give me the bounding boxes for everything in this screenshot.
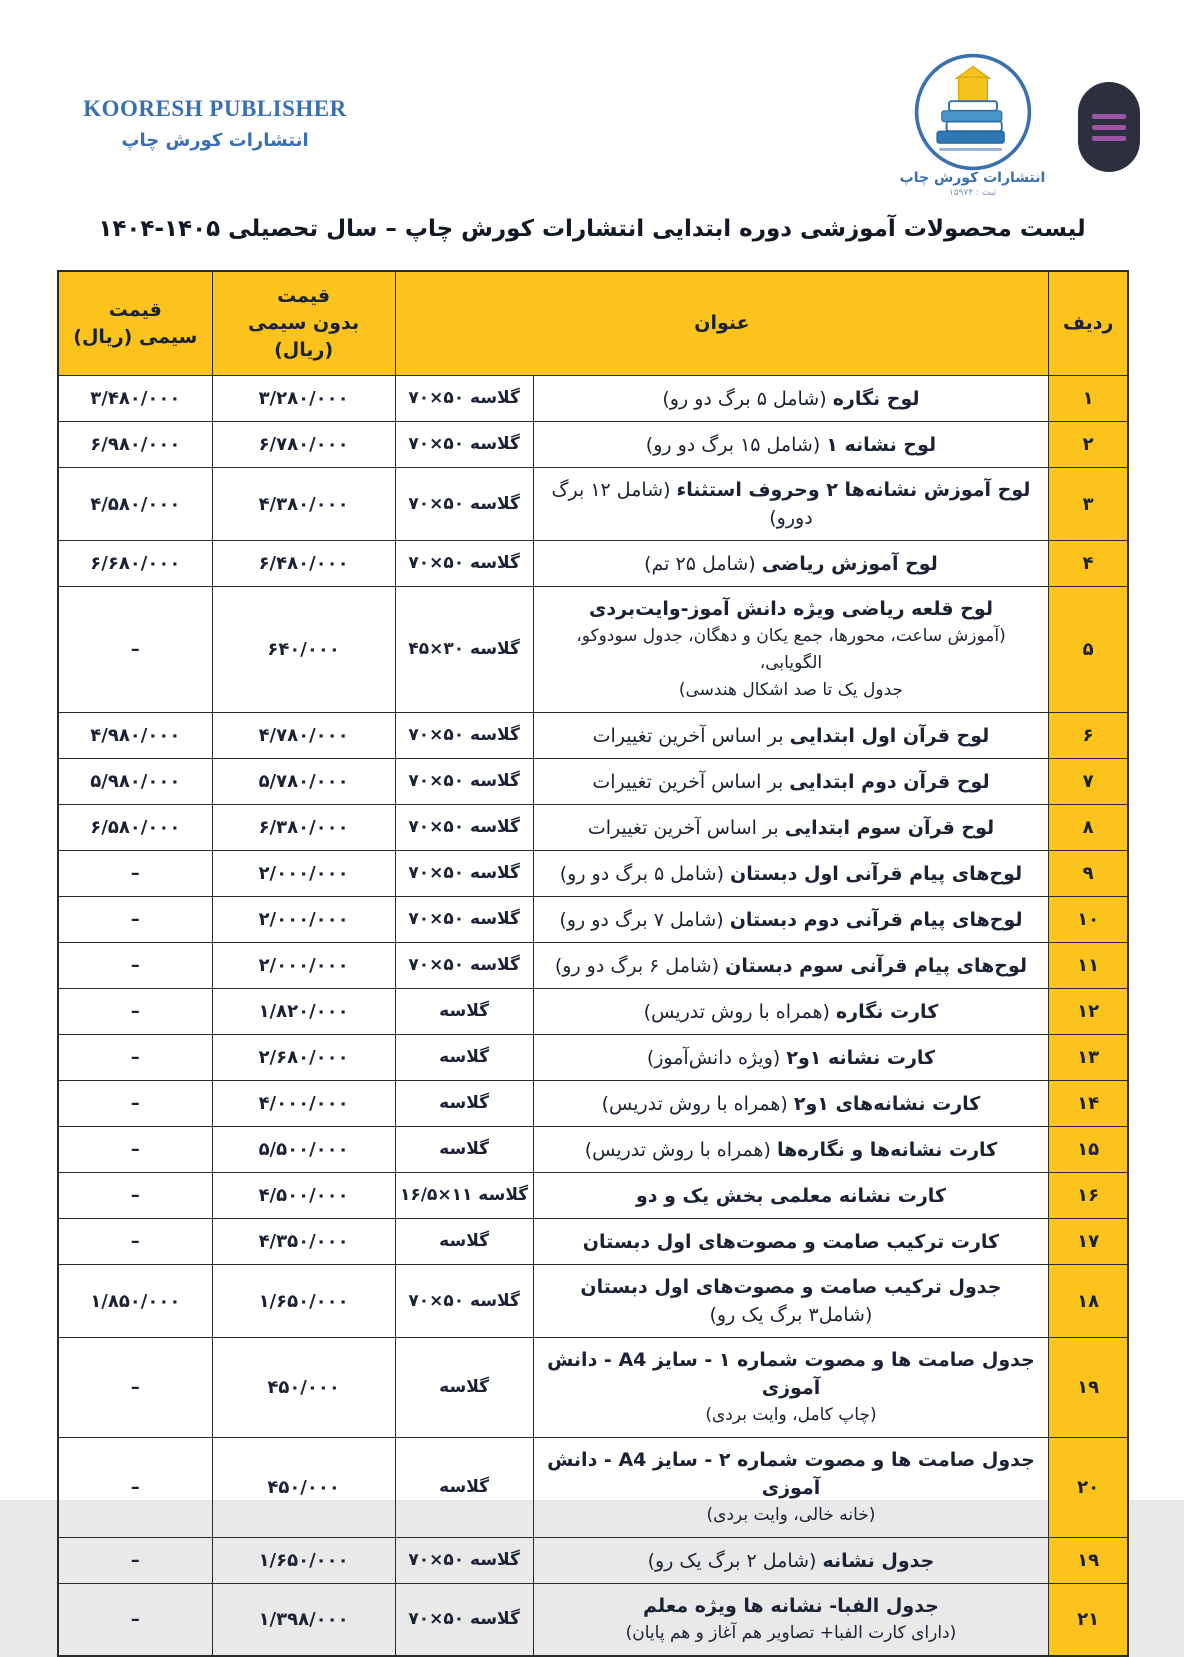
price-bound-cell: ۶/۵۸۰/۰۰۰	[58, 805, 212, 851]
row-number-cell: ۱۲	[1049, 989, 1128, 1035]
paper-size-cell: گلاسه	[395, 1438, 533, 1538]
product-price-table	[57, 270, 1129, 1657]
product-title: لوح قرآن سوم ابتدایی	[784, 816, 995, 839]
price-unbound-cell: ۲/۰۰۰/۰۰۰	[212, 897, 395, 943]
row-number-cell: ۲۱	[1049, 1584, 1128, 1657]
product-title-line	[546, 595, 1037, 623]
price-bound-cell: –	[58, 1538, 212, 1584]
product-title-cell	[533, 805, 1049, 851]
row-number-cell: ۸	[1049, 805, 1128, 851]
paper-size-cell: گلاسه	[395, 1219, 533, 1265]
logo-emblem-icon	[913, 52, 1033, 172]
product-title: جدول صامت ها و مصوت شماره ۲ - سایز A4 - دانش آموزی	[547, 1449, 1035, 1499]
product-title-cell	[533, 759, 1049, 805]
price-bound-cell: –	[58, 943, 212, 989]
row-number-cell: ۱۵	[1049, 1127, 1128, 1173]
price-bound-cell: –	[58, 1338, 212, 1438]
table-header-row	[58, 271, 1128, 376]
table-row	[58, 943, 1128, 989]
product-title-cell	[533, 1538, 1049, 1584]
product-title: لوح قلعه ریاضی ویژه دانش آموز-وایت‌بردی	[588, 598, 993, 620]
product-title-note: (شامل ۱۵ برگ دو رو)	[645, 433, 827, 456]
price-bound-cell: –	[58, 1127, 212, 1173]
product-title-line	[546, 952, 1037, 980]
price-bound-cell: ۵/۹۸۰/۰۰۰	[58, 759, 212, 805]
row-number-cell: ۱۳	[1049, 1035, 1128, 1081]
header-price-unbound	[212, 271, 395, 376]
product-title: کارت نشانه معلمی بخش یک و دو	[635, 1184, 946, 1207]
header-price-bound-line1: قیمت	[108, 298, 162, 321]
product-title-cell	[533, 587, 1049, 713]
header-price-bound-line2: سیمی (ریال)	[73, 325, 198, 348]
paper-size-cell: گلاسه	[395, 1338, 533, 1438]
menu-button[interactable]	[1078, 82, 1140, 172]
product-title-cell	[533, 1173, 1049, 1219]
paper-size-cell: گلاسه	[395, 989, 533, 1035]
product-title-subline: (آموزش ساعت، محورها، جمع یکان و دهگان، جدول سودوکو، الگویابی،	[576, 626, 1006, 673]
product-title-line	[546, 722, 1037, 750]
product-title-line	[546, 1044, 1037, 1072]
row-number-cell: ۱۸	[1049, 1265, 1128, 1338]
price-bound-cell: –	[58, 1584, 212, 1657]
table-row	[58, 805, 1128, 851]
paper-size-cell: گلاسه ۱۱×۱۶/۵	[395, 1173, 533, 1219]
product-title: جدول صامت ها و مصوت شماره ۱ - سایز A4 - دانش آموزی	[547, 1349, 1035, 1399]
product-title-cell	[533, 541, 1049, 587]
paper-size-cell: گلاسه ۵۰×۷۰	[395, 897, 533, 943]
header-row-number: ردیف	[1049, 271, 1128, 376]
price-bound-cell: ۶/۹۸۰/۰۰۰	[58, 422, 212, 468]
row-number-cell: ۱۷	[1049, 1219, 1128, 1265]
price-unbound-cell: ۶/۴۸۰/۰۰۰	[212, 541, 395, 587]
price-bound-cell: –	[58, 851, 212, 897]
hamburger-icon	[1092, 125, 1126, 130]
paper-size-cell: گلاسه ۵۰×۷۰	[395, 851, 533, 897]
price-bound-cell: –	[58, 1081, 212, 1127]
product-title: لوح نشانه ۱	[826, 433, 937, 456]
paper-size-cell: گلاسه	[395, 1081, 533, 1127]
header-price-unbound-line2: بدون سیمی (ریال)	[248, 312, 360, 361]
table-row	[58, 1219, 1128, 1265]
product-title-note: بر اساس آخرین تغییرات	[592, 724, 790, 747]
product-title: جدول ترکیب صامت و مصوت‌های اول دبستان	[580, 1276, 1002, 1298]
product-title-line	[546, 860, 1037, 888]
table-row	[58, 1035, 1128, 1081]
product-title-line	[546, 1228, 1037, 1256]
product-title-note: (همراه با روش تدریس)	[643, 1000, 836, 1023]
table-row	[58, 468, 1128, 541]
price-unbound-cell: ۳/۲۸۰/۰۰۰	[212, 376, 395, 422]
price-bound-cell: –	[58, 897, 212, 943]
product-title-note: (همراه با روش تدریس)	[601, 1092, 794, 1115]
price-bound-cell: –	[58, 1438, 212, 1538]
product-title: لوح قرآن دوم ابتدایی	[789, 770, 990, 793]
price-unbound-cell: ۶/۷۸۰/۰۰۰	[212, 422, 395, 468]
table-row	[58, 989, 1128, 1035]
row-number-cell: ۱۴	[1049, 1081, 1128, 1127]
price-unbound-cell: ۴/۵۰۰/۰۰۰	[212, 1173, 395, 1219]
product-title-subline: جدول یک تا صد اشکال هندسی)	[678, 680, 904, 700]
price-unbound-cell: ۴/۷۸۰/۰۰۰	[212, 713, 395, 759]
price-unbound-cell: ۶/۳۸۰/۰۰۰	[212, 805, 395, 851]
table-row	[58, 1584, 1128, 1657]
table-row	[58, 1081, 1128, 1127]
product-title-line	[546, 1182, 1037, 1210]
product-title-note: (شامل ۵ برگ دو رو)	[559, 862, 731, 885]
price-bound-cell: –	[58, 989, 212, 1035]
product-title-cell	[533, 1584, 1049, 1657]
product-title-subline: (دارای کارت الفبا+ تصاویر هم آغاز و هم پایان)	[625, 1623, 957, 1643]
product-title-note: (شامل ۵ برگ دو رو)	[662, 387, 833, 410]
price-bound-cell: ۴/۵۸۰/۰۰۰	[58, 468, 212, 541]
product-title-note: (شامل ۱۲ برگ دورو)	[551, 479, 813, 529]
product-title-note: (ویژه دانش‌آموز)	[646, 1046, 787, 1069]
product-title-line	[546, 1346, 1037, 1402]
price-unbound-cell: ۵/۵۰۰/۰۰۰	[212, 1127, 395, 1173]
price-unbound-cell: ۲/۶۸۰/۰۰۰	[212, 1035, 395, 1081]
product-title-line	[546, 1090, 1037, 1118]
product-title-line	[546, 1547, 1037, 1575]
product-title-cell	[533, 1127, 1049, 1173]
row-number-cell: ۵	[1049, 587, 1128, 713]
product-title-note: بر اساس آخرین تغییرات	[587, 816, 785, 839]
logo-caption: انتشارات کورش چاپ	[899, 170, 1046, 186]
table-row	[58, 713, 1128, 759]
product-title-note: (شامل ۷ برگ دو رو)	[559, 908, 730, 931]
price-unbound-cell: ۴/۳۵۰/۰۰۰	[212, 1219, 395, 1265]
product-title-cell	[533, 1438, 1049, 1538]
row-number-cell: ۱	[1049, 376, 1128, 422]
product-title-cell	[533, 989, 1049, 1035]
table-row	[58, 1338, 1128, 1438]
price-unbound-cell: ۴/۰۰۰/۰۰۰	[212, 1081, 395, 1127]
paper-size-cell: گلاسه ۵۰×۷۰	[395, 422, 533, 468]
product-title: لوح آموزش نشانه‌ها ۲ وحروف استثناء	[676, 479, 1031, 501]
paper-size-cell: گلاسه ۵۰×۷۰	[395, 468, 533, 541]
product-title: کارت نشانه ۱و۲	[786, 1046, 936, 1069]
price-bound-cell: –	[58, 1173, 212, 1219]
product-title: لوح‌های پیام قرآنی اول دبستان	[730, 862, 1023, 885]
product-title-cell	[533, 713, 1049, 759]
price-bound-cell: –	[58, 587, 212, 713]
price-bound-cell: –	[58, 1035, 212, 1081]
brand-latin-name: KOORESH PUBLISHER	[83, 96, 347, 121]
paper-size-cell: گلاسه ۵۰×۷۰	[395, 1265, 533, 1338]
paper-size-cell: گلاسه ۵۰×۷۰	[395, 759, 533, 805]
row-number-cell: ۹	[1049, 851, 1128, 897]
table-row	[58, 422, 1128, 468]
product-title-cell	[533, 943, 1049, 989]
product-title-cell	[533, 1265, 1049, 1338]
product-table-body	[58, 376, 1128, 1657]
product-title-subline: (خانه خالی، وایت بردی)	[706, 1505, 876, 1525]
product-title: کارت نشانه‌ها و نگاره‌ها	[776, 1138, 998, 1161]
table-row	[58, 851, 1128, 897]
price-bound-cell: ۶/۶۸۰/۰۰۰	[58, 541, 212, 587]
row-number-cell: ۲۰	[1049, 1438, 1128, 1538]
header-price-unbound-line1: قیمت	[277, 285, 331, 307]
row-number-cell: ۴	[1049, 541, 1128, 587]
product-title-line	[546, 1273, 1037, 1329]
product-title-line	[546, 906, 1037, 934]
product-title-note: (همراه با روش تدریس)	[584, 1138, 777, 1161]
price-bound-cell: ۱/۸۵۰/۰۰۰	[58, 1265, 212, 1338]
product-title: لوح آموزش ریاضی	[761, 552, 938, 575]
price-unbound-cell: ۴۵۰/۰۰۰	[212, 1438, 395, 1538]
publisher-logo	[890, 52, 1055, 198]
paper-size-cell: گلاسه ۵۰×۷۰	[395, 376, 533, 422]
product-title-line	[546, 476, 1037, 532]
product-title-line	[546, 1446, 1037, 1502]
row-number-cell: ۱۹	[1049, 1538, 1128, 1584]
product-title-cell	[533, 897, 1049, 943]
table-row	[58, 759, 1128, 805]
price-unbound-cell: ۱/۳۹۸/۰۰۰	[212, 1584, 395, 1657]
price-unbound-cell: ۱/۶۵۰/۰۰۰	[212, 1265, 395, 1338]
price-unbound-cell: ۴۵۰/۰۰۰	[212, 1338, 395, 1438]
product-title-line	[546, 768, 1037, 796]
product-title-note: بر اساس آخرین تغییرات	[592, 770, 790, 793]
product-title-note: (شامل ۶ برگ دو رو)	[554, 954, 726, 977]
row-number-cell: ۱۰	[1049, 897, 1128, 943]
table-row	[58, 1438, 1128, 1538]
product-title: کارت نشانه‌های ۱و۲	[793, 1092, 981, 1115]
paper-size-cell: گلاسه ۵۰×۷۰	[395, 541, 533, 587]
table-row	[58, 541, 1128, 587]
price-bound-cell: ۳/۴۸۰/۰۰۰	[58, 376, 212, 422]
product-title-line	[546, 385, 1037, 413]
paper-size-cell: گلاسه ۵۰×۷۰	[395, 1538, 533, 1584]
hamburger-icon	[1092, 136, 1126, 141]
product-title-note: (شامل ۲۵ تم)	[644, 552, 762, 575]
header-price-bound	[58, 271, 212, 376]
row-number-cell: ۱۹	[1049, 1338, 1128, 1438]
product-title-cell	[533, 851, 1049, 897]
product-title: لوح‌های پیام قرآنی سوم دبستان	[725, 954, 1028, 977]
product-title-line	[546, 550, 1037, 578]
product-title: کارت نگاره	[835, 1000, 939, 1023]
paper-size-cell: گلاسه ۵۰×۷۰	[395, 1584, 533, 1657]
product-title-cell	[533, 422, 1049, 468]
product-title-cell	[533, 1081, 1049, 1127]
table-row	[58, 1538, 1128, 1584]
table-row	[58, 1265, 1128, 1338]
row-number-cell: ۶	[1049, 713, 1128, 759]
product-title-line	[546, 1136, 1037, 1164]
table-row	[58, 376, 1128, 422]
price-unbound-cell: ۱/۸۲۰/۰۰۰	[212, 989, 395, 1035]
product-title: جدول نشانه	[822, 1549, 935, 1572]
price-bound-cell: –	[58, 1219, 212, 1265]
price-bound-cell: ۴/۹۸۰/۰۰۰	[58, 713, 212, 759]
hamburger-icon	[1092, 114, 1126, 119]
product-title-line	[546, 431, 1037, 459]
price-unbound-cell: ۴/۳۸۰/۰۰۰	[212, 468, 395, 541]
logo-registration-number: ثبت : ۱۵۹۷۴	[949, 188, 996, 198]
brand-block	[70, 96, 360, 151]
paper-size-cell: گلاسه ۵۰×۷۰	[395, 713, 533, 759]
table-row	[58, 1173, 1128, 1219]
product-title: لوح قرآن اول ابتدایی	[789, 724, 990, 747]
price-unbound-cell: ۲/۰۰۰/۰۰۰	[212, 851, 395, 897]
paper-size-cell: گلاسه ۵۰×۷۰	[395, 805, 533, 851]
price-unbound-cell: ۵/۷۸۰/۰۰۰	[212, 759, 395, 805]
row-number-cell: ۷	[1049, 759, 1128, 805]
row-number-cell: ۳	[1049, 468, 1128, 541]
page-title: لیست محصولات آموزشی دوره ابتدایی انتشارات کورش چاپ – سال تحصیلی ۱۴۰۵-۱۴۰۴	[98, 216, 1086, 242]
brand-persian-name: انتشارات کورش چاپ	[121, 130, 309, 151]
price-unbound-cell: ۶۴۰/۰۰۰	[212, 587, 395, 713]
product-title: لوح‌های پیام قرآنی دوم دبستان	[729, 908, 1023, 931]
row-number-cell: ۱۶	[1049, 1173, 1128, 1219]
table-row	[58, 1127, 1128, 1173]
table-row	[58, 587, 1128, 713]
header-title: عنوان	[395, 271, 1049, 376]
table-row	[58, 897, 1128, 943]
paper-size-cell: گلاسه ۵۰×۷۰	[395, 943, 533, 989]
price-unbound-cell: ۲/۰۰۰/۰۰۰	[212, 943, 395, 989]
product-title: جدول الفبا- نشانه ها ویژه معلم	[643, 1595, 939, 1617]
product-title-line	[546, 814, 1037, 842]
product-title-note: (شامل۳ برگ یک رو)	[709, 1304, 873, 1326]
product-title-cell	[533, 468, 1049, 541]
product-title-cell	[533, 1035, 1049, 1081]
product-title-cell	[533, 1219, 1049, 1265]
product-title-subline: (چاپ کامل، وایت بردی)	[705, 1405, 877, 1425]
product-title-cell	[533, 376, 1049, 422]
product-title-note: (شامل ۲ برگ یک رو)	[647, 1549, 823, 1572]
product-title: کارت ترکیب صامت و مصوت‌های اول دبستان	[582, 1230, 1000, 1253]
product-title-line	[546, 998, 1037, 1026]
row-number-cell: ۱۱	[1049, 943, 1128, 989]
product-title-line	[546, 1592, 1037, 1620]
price-unbound-cell: ۱/۶۵۰/۰۰۰	[212, 1538, 395, 1584]
paper-size-cell: گلاسه ۳۰×۴۵	[395, 587, 533, 713]
paper-size-cell: گلاسه	[395, 1127, 533, 1173]
product-title: لوح نگاره	[832, 387, 920, 410]
product-title-cell	[533, 1338, 1049, 1438]
paper-size-cell: گلاسه	[395, 1035, 533, 1081]
row-number-cell: ۲	[1049, 422, 1128, 468]
